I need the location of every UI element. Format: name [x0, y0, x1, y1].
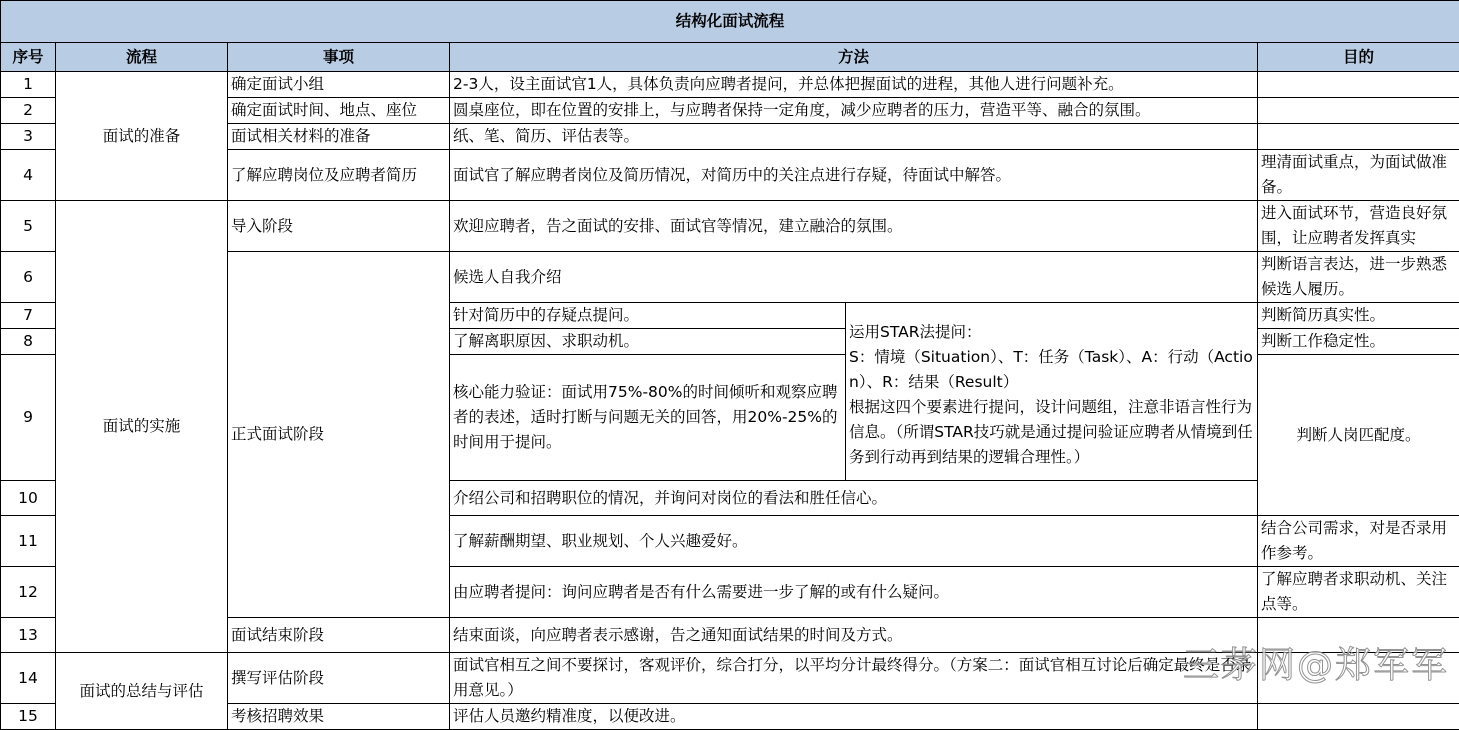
header-purpose: 目的 — [1258, 43, 1459, 72]
item-cell: 面试相关材料的准备 — [228, 124, 450, 150]
purpose-cell: 判断语言表达，进一步熟悉候选人履历。 — [1258, 252, 1459, 303]
process-impl: 面试的实施 — [56, 201, 228, 653]
method-cell: 圆桌座位，即在位置的安排上，与应聘者保持一定角度，减少应聘者的压力，营造平等、融合的氛围。 — [450, 98, 1258, 124]
item-cell: 导入阶段 — [228, 201, 450, 252]
watermark-text: 三茅网@郑军军 — [1183, 637, 1449, 688]
purpose-cell: 了解应聘者求职动机、关注点等。 — [1258, 567, 1459, 618]
purpose-cell: 判断简历真实性。 — [1258, 303, 1459, 329]
method-cell: 2-3人，设主面试官1人，具体负责向应聘者提问，并总体把握面试的进程，其他人进行问题补充。 — [450, 72, 1258, 98]
purpose-cell: 理清面试重点，为面试做准备。 — [1258, 150, 1459, 201]
item-cell: 确定面试小组 — [228, 72, 450, 98]
method-cell: 欢迎应聘者，告之面试的安排、面试官等情况，建立融洽的氛围。 — [450, 201, 1258, 252]
seq-cell: 10 — [1, 481, 56, 516]
method-cell: 纸、笔、简历、评估表等。 — [450, 124, 1258, 150]
process-summary: 面试的总结与评估 — [56, 653, 228, 730]
seq-cell: 2 — [1, 98, 56, 124]
seq-cell: 7 — [1, 303, 56, 329]
star-note-line1: 运用STAR法提问： — [849, 320, 1254, 345]
seq-cell: 15 — [1, 704, 56, 730]
seq-cell: 1 — [1, 72, 56, 98]
method-cell: 候选人自我介绍 — [450, 252, 1258, 303]
header-method: 方法 — [450, 43, 1258, 72]
item-cell: 确定面试时间、地点、座位 — [228, 98, 450, 124]
seq-cell: 6 — [1, 252, 56, 303]
purpose-cell: 结合公司需求，对是否录用作参考。 — [1258, 516, 1459, 567]
seq-cell: 12 — [1, 567, 56, 618]
method-cell: 了解薪酬期望、职业规划、个人兴趣爱好。 — [450, 516, 1258, 567]
seq-cell: 4 — [1, 150, 56, 201]
table-row — [1, 653, 1459, 704]
header-seq: 序号 — [1, 43, 56, 72]
item-cell: 考核招聘效果 — [228, 704, 450, 730]
method-cell: 核心能力验证：面试用75%-80%的时间倾听和观察应聘者的表述，适时打断与问题无关的回答，用20%-25%的时间用于提问。 — [450, 355, 846, 481]
header-process: 流程 — [56, 43, 228, 72]
method-cell: 介绍公司和招聘职位的情况，并询问对岗位的看法和胜任信心。 — [450, 481, 1258, 516]
purpose-cell — [1258, 704, 1459, 730]
seq-cell: 5 — [1, 201, 56, 252]
star-note-line3: 根据这四个要素进行提问，设计问题组，注意非语言性行为信息。（所谓STAR技巧就是通过提问验证应聘者从情境到任务到行动再到结果的逻辑合理性。） — [849, 395, 1254, 470]
method-cell: 面试官相互之间不要探讨，客观评价，综合打分，以平均分计最终得分。（方案二：面试官相互讨论后确定最终是否录用意见。） — [450, 653, 1258, 704]
table-row — [1, 201, 1459, 252]
seq-cell: 9 — [1, 355, 56, 481]
seq-cell: 8 — [1, 329, 56, 355]
method-cell: 了解离职原因、求职动机。 — [450, 329, 846, 355]
purpose-cell — [1258, 653, 1459, 704]
item-cell: 了解应聘岗位及应聘者简历 — [228, 150, 450, 201]
purpose-cell — [1258, 98, 1459, 124]
method-cell: 评估人员邀约精准度，以便改进。 — [450, 704, 1258, 730]
star-note-cell — [846, 303, 1258, 481]
purpose-cell — [1258, 618, 1459, 653]
purpose-cell: 判断工作稳定性。 — [1258, 329, 1459, 355]
header-item: 事项 — [228, 43, 450, 72]
item-cell-formal: 正式面试阶段 — [228, 252, 450, 618]
method-cell: 结束面谈，向应聘者表示感谢，告之通知面试结果的时间及方式。 — [450, 618, 1258, 653]
purpose-cell — [1258, 124, 1459, 150]
item-cell: 撰写评估阶段 — [228, 653, 450, 704]
table-title: 结构化面试流程 — [1, 1, 1459, 43]
seq-cell: 13 — [1, 618, 56, 653]
purpose-cell: 进入面试环节，营造良好氛围，让应聘者发挥真实 — [1258, 201, 1459, 252]
table-row — [1, 72, 1459, 98]
star-note-line2: S：情境（Situation）、T：任务（Task）、A：行动（Action）、R：结果（Result） — [849, 345, 1254, 395]
seq-cell: 14 — [1, 653, 56, 704]
item-cell: 面试结束阶段 — [228, 618, 450, 653]
process-prep: 面试的准备 — [56, 72, 228, 201]
method-cell: 针对简历中的存疑点提问。 — [450, 303, 846, 329]
purpose-cell: 判断人岗匹配度。 — [1258, 355, 1459, 516]
seq-cell: 11 — [1, 516, 56, 567]
seq-cell: 3 — [1, 124, 56, 150]
method-cell: 由应聘者提问：询问应聘者是否有什么需要进一步了解的或有什么疑问。 — [450, 567, 1258, 618]
method-cell: 面试官了解应聘者岗位及简历情况，对简历中的关注点进行存疑，待面试中解答。 — [450, 150, 1258, 201]
purpose-cell — [1258, 72, 1459, 98]
